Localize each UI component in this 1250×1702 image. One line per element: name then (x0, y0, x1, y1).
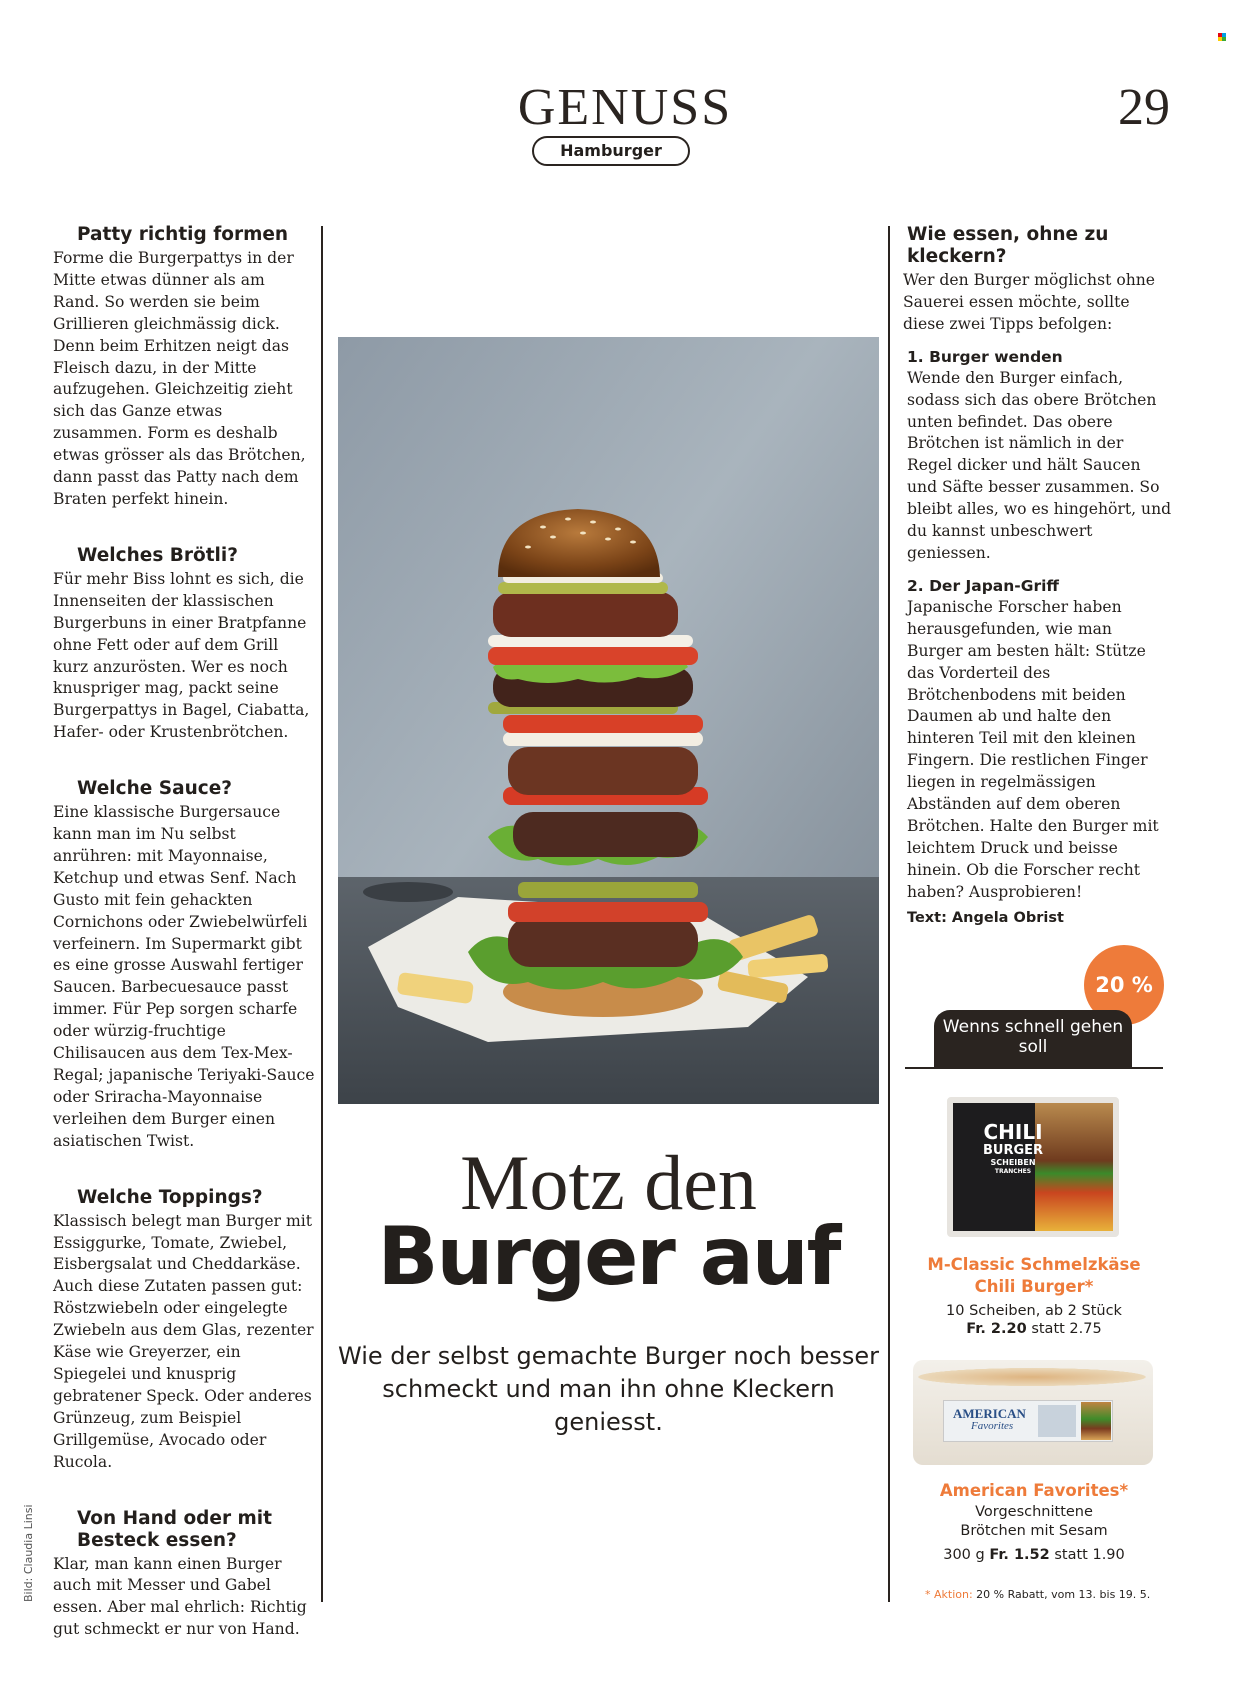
tip-text: Forme die Burgerpattys in der Mitte etwas dünner als am Rand. So werden sie beim Grillieren gleichmässig dick. Denn beim Erhitzen neigt das Fleisch dazu, in der Mitte aufzugehen. Gleichzeitig zieht sich das Ganze etwas zusammen. Form es deshalb etwas grösser als das Brötchen, dann passt das Patty nach dem Braten perfekt hinein. (53, 249, 306, 508)
product-price: Fr. 2.20 (966, 1321, 1027, 1337)
product-price: Fr. 1.52 (989, 1547, 1050, 1563)
package-label: BURGER (983, 1143, 1044, 1158)
chili-burger-cheese-package (947, 1097, 1119, 1237)
product-name: American Favorites* (939, 1481, 1129, 1500)
product-old-price: statt 1.90 (1054, 1547, 1125, 1563)
product-old-price: statt 2.75 (1031, 1321, 1102, 1337)
tip-text: Wer den Burger möglichst ohne Sauerei essen möchte, sollte diese zwei Tipps befolgen: (903, 271, 1156, 333)
package-label: TRANCHES (994, 1168, 1032, 1175)
tip-subheading: 1. Burger wenden (907, 347, 1063, 366)
headline-line-1: Motz den (460, 1139, 757, 1226)
burger-photo (338, 337, 879, 1104)
tip-text: Japanische Forscher haben herausgefunden, wie man Burger am besten hält: Stütze das Vorderteil des Brötchenbodens mit beiden Daumen ab und halte den hinteren Teil mit den kleinen Fingern. Die restlichen Finger liegen in regelmässigen Abständen auf dem oberen Brötchen. Halte den Burger mit leichtem Druck und beisse hinein. Ob die Forscher recht haben? Ausprobieren! (907, 597, 1159, 901)
left-column (53, 224, 315, 1675)
page-number: 29 (1118, 79, 1170, 136)
package-label: SCHEIBEN (990, 1158, 1036, 1167)
product-weight: 300 g (943, 1547, 985, 1563)
american-favorites-buns-package (913, 1360, 1153, 1465)
promo-tab: Wenns schnell gehen soll (934, 1010, 1132, 1067)
topic-pill: Hamburger (532, 136, 690, 166)
tip-block (53, 778, 315, 1153)
right-column-rule (888, 226, 890, 1602)
tip-text: Wende den Burger einfach, sodass sich das obere Brötchen unten befindet. Das obere Brötchen ist nämlich in der Regel dicker und hält Saucen und Säfte besser zusammen. So bleibt alles, wo es hingehört, und du kannst unbeschwert geniessen. (907, 368, 1172, 562)
product-price-line (905, 1546, 1163, 1565)
headline-line-2: Burger auf (377, 1210, 840, 1303)
lead-text: Wie der selbst gemachte Burger noch besser schmeckt und man ihn ohne Kleckern geniesst. (338, 1342, 879, 1436)
photo-credit: Bild: Claudia Linsi (22, 1504, 35, 1602)
tip-block (53, 545, 315, 744)
left-column-rule (321, 226, 323, 1602)
promo-footnote (925, 1588, 1150, 1601)
brand-logo-icon (1218, 33, 1226, 41)
package-label: AMERICAN (953, 1406, 1026, 1421)
tip-text: Klar, man kann einen Burger auch mit Messer und Gabel essen. Aber mal ehrlich: Richtig gut schmeckt er nur von Hand. (53, 1554, 307, 1639)
tip-heading: Patty richtig formen (77, 224, 289, 245)
product-detail: 10 Scheiben, ab 2 Stück (946, 1303, 1122, 1319)
footnote-text: 20 % Rabatt, vom 13. bis 19. 5. (976, 1588, 1151, 1601)
right-column (903, 224, 1172, 926)
product-price-line (905, 1320, 1163, 1339)
tip-text: Eine klassische Burgersauce kann man im Nu selbst anrühren: mit Mayonnaise, Ketchup und etwas Senf. Nach Gusto mit fein gehackten Cornichons oder Zwiebelwürfeli verfeinern. Im Supermarkt gibt es eine grosse Auswahl fertiger Saucen. Barbecuesauce passt immer. Für Pep sorgen scharfe oder würzig-fruchtige Chilisaucen aus dem Tex-Mex-Regal; japanische Teriyaki-Sauce oder Sriracha-Mayonnaise verleihen dem Burger einen asiatischen Twist. (53, 803, 315, 1150)
author-credit: Text: Angela Obrist (907, 909, 1064, 926)
tip-block (53, 1187, 315, 1474)
footnote-marker: * Aktion: (925, 1588, 973, 1601)
tip-block (53, 1508, 315, 1642)
package-label: CHILI (983, 1120, 1043, 1144)
tip-text: Für mehr Biss lohnt es sich, die Innenseiten der klassischen Burgerbuns in einer Bratpfanne ohne Fett oder auf dem Grill kurz anzurösten. Wer es noch knuspriger mag, packt seine Burgerpattys in Bagel, Ciabatta, Hafer- oder Krustenbrötchen. (53, 569, 310, 742)
product-detail: Vorgeschnittene Brötchen mit Sesam (960, 1504, 1108, 1539)
tip-heading: Wie essen, ohne zu kleckern? (907, 224, 1109, 267)
section-title: GENUSS (517, 79, 733, 136)
product-name: M-Classic Schmelzkäse Chili Burger* (927, 1255, 1141, 1296)
tip-subheading: 2. Der Japan-Griff (907, 576, 1059, 595)
package-label: Favorites (971, 1420, 1014, 1432)
tip-heading: Von Hand oder mit Besteck essen? (77, 1507, 272, 1551)
discount-badge: 20 % (1084, 945, 1164, 1025)
tip-heading: Welche Sauce? (77, 778, 232, 800)
tip-block (53, 224, 315, 511)
tip-heading: Welche Toppings? (77, 1186, 263, 1208)
tip-text: Klassisch belegt man Burger mit Essiggurke, Tomate, Zwiebel, Eisbergsalat und Cheddarkäse. Auch diese Zutaten passen gut: Röstzwiebeln oder eingelegte Zwiebeln aus dem Glas, rezenter Käse wie Greyerzer, ein Spiegelei und knusprig gebratener Speck. Oder anderes Grünzeug, zum Beispiel Grillgemüse, Avocado oder Rucola. (53, 1211, 314, 1471)
promo-rule (905, 1067, 1163, 1069)
tip-heading: Welches Brötli? (77, 544, 238, 566)
